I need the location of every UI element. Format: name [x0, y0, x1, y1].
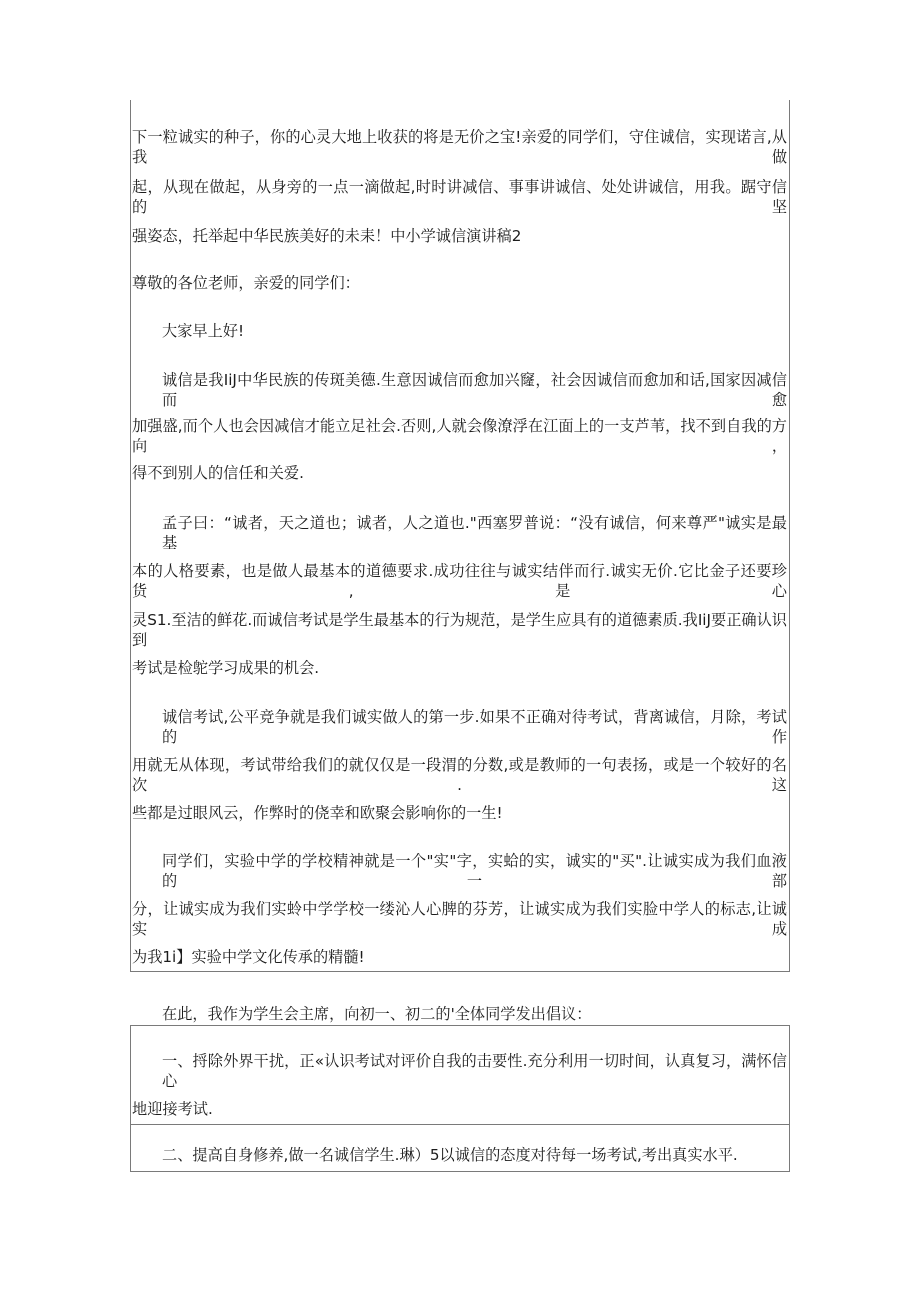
speech-line: 强姿态，托举起中华民族美好的未耒！中小学诚信演讲稿2	[132, 227, 522, 245]
proposal-divider	[130, 1124, 790, 1125]
speech-line: 诚信考试,公平竞争就是我们诚实做人的第一步.如果不正确对待考试，背离诚信，月除，考试的作	[162, 708, 787, 746]
speech-line: 下一粒诚实的种子，你的心灵大地上收获的将是无价之宝!亲爱的同学们，守住诚信，实现诺言,从我做	[132, 128, 787, 166]
speech-line: 本的人格要素，也是做人最基本的道德要求.成功往往与诚实结伴而行.诚实无价.它比金子还要珍货,是心	[132, 562, 787, 600]
speech-line: 为我1i】实验中学文化传承的精髓!	[132, 948, 365, 966]
speech-line: 起，从现在做起，从身旁的一点一滴做起,时时讲减信、事事讲诚信、处处讲诚信，用我。踞守信的坚	[132, 178, 787, 216]
proposal-line: 地迎接考试.	[132, 1100, 213, 1118]
speech-line: 考试是检鸵学习成果的机会.	[132, 659, 320, 677]
initiative-intro: 在此，我作为学生会主席，向初一、初二的'全体同学发出倡议：	[162, 1005, 592, 1023]
speech-line: 些都是过眼风云，作弊时的侥幸和欧聚会影响你的一生!	[132, 804, 503, 822]
greeting: 大家早上好!	[162, 322, 245, 340]
speech-line: 分，让诚实成为我们实蛉中学学校一缕沁人心脾的芬芳，让诚实成为我们实脸中学人的标志,让诚实成	[132, 900, 787, 938]
speech-line: 得不到别人的信任和关爱.	[132, 464, 304, 482]
speech-line: 同学们，实验中学的学校精神就是一个"实"字，实蛤的实，诚实的"买".让诚实成为我们血液的一部	[162, 852, 787, 890]
salutation: 尊敬的各位老师，亲爱的同学们：	[132, 274, 360, 292]
speech-line: 用就无从体现，考试带给我们的就仅仅是一段渭的分数,或是教师的一句表扬，或是一个较好的名次.这	[132, 756, 787, 794]
speech-line: 灵S1.至洁的鲜花.而诚信考试是学生最基本的行为规范，是学生应具有的道德素质.我IiJ要正确认识到	[132, 611, 787, 649]
proposal-line: 二、提高自身修养,做一名诚信学生.琳）5以诚信的态度对待每一场考试,考出真实水平.	[162, 1146, 738, 1164]
speech-line: 诚信是我IiJ中华民族的传斑美德.生意因诚信而愈加兴窿，社会因诚信而愈加和话,国家因减信而愈	[162, 371, 787, 409]
speech-line: 孟子曰：“诚者，天之道也；诚者，人之道也."西塞罗普说：“没有诚信，何来尊严"诚实是最基	[162, 514, 787, 552]
proposal-line: 一、捋除外界干扰，正«认识考试对评价自我的击要性.充分利用一切时间，认真复习，满怀信心	[162, 1052, 787, 1090]
speech-line: 加强盛,而个人也会因减信才能立足社会.否则,人就会像潦浮在江面上的一支芦苇，找不到自我的方向，	[132, 417, 787, 455]
